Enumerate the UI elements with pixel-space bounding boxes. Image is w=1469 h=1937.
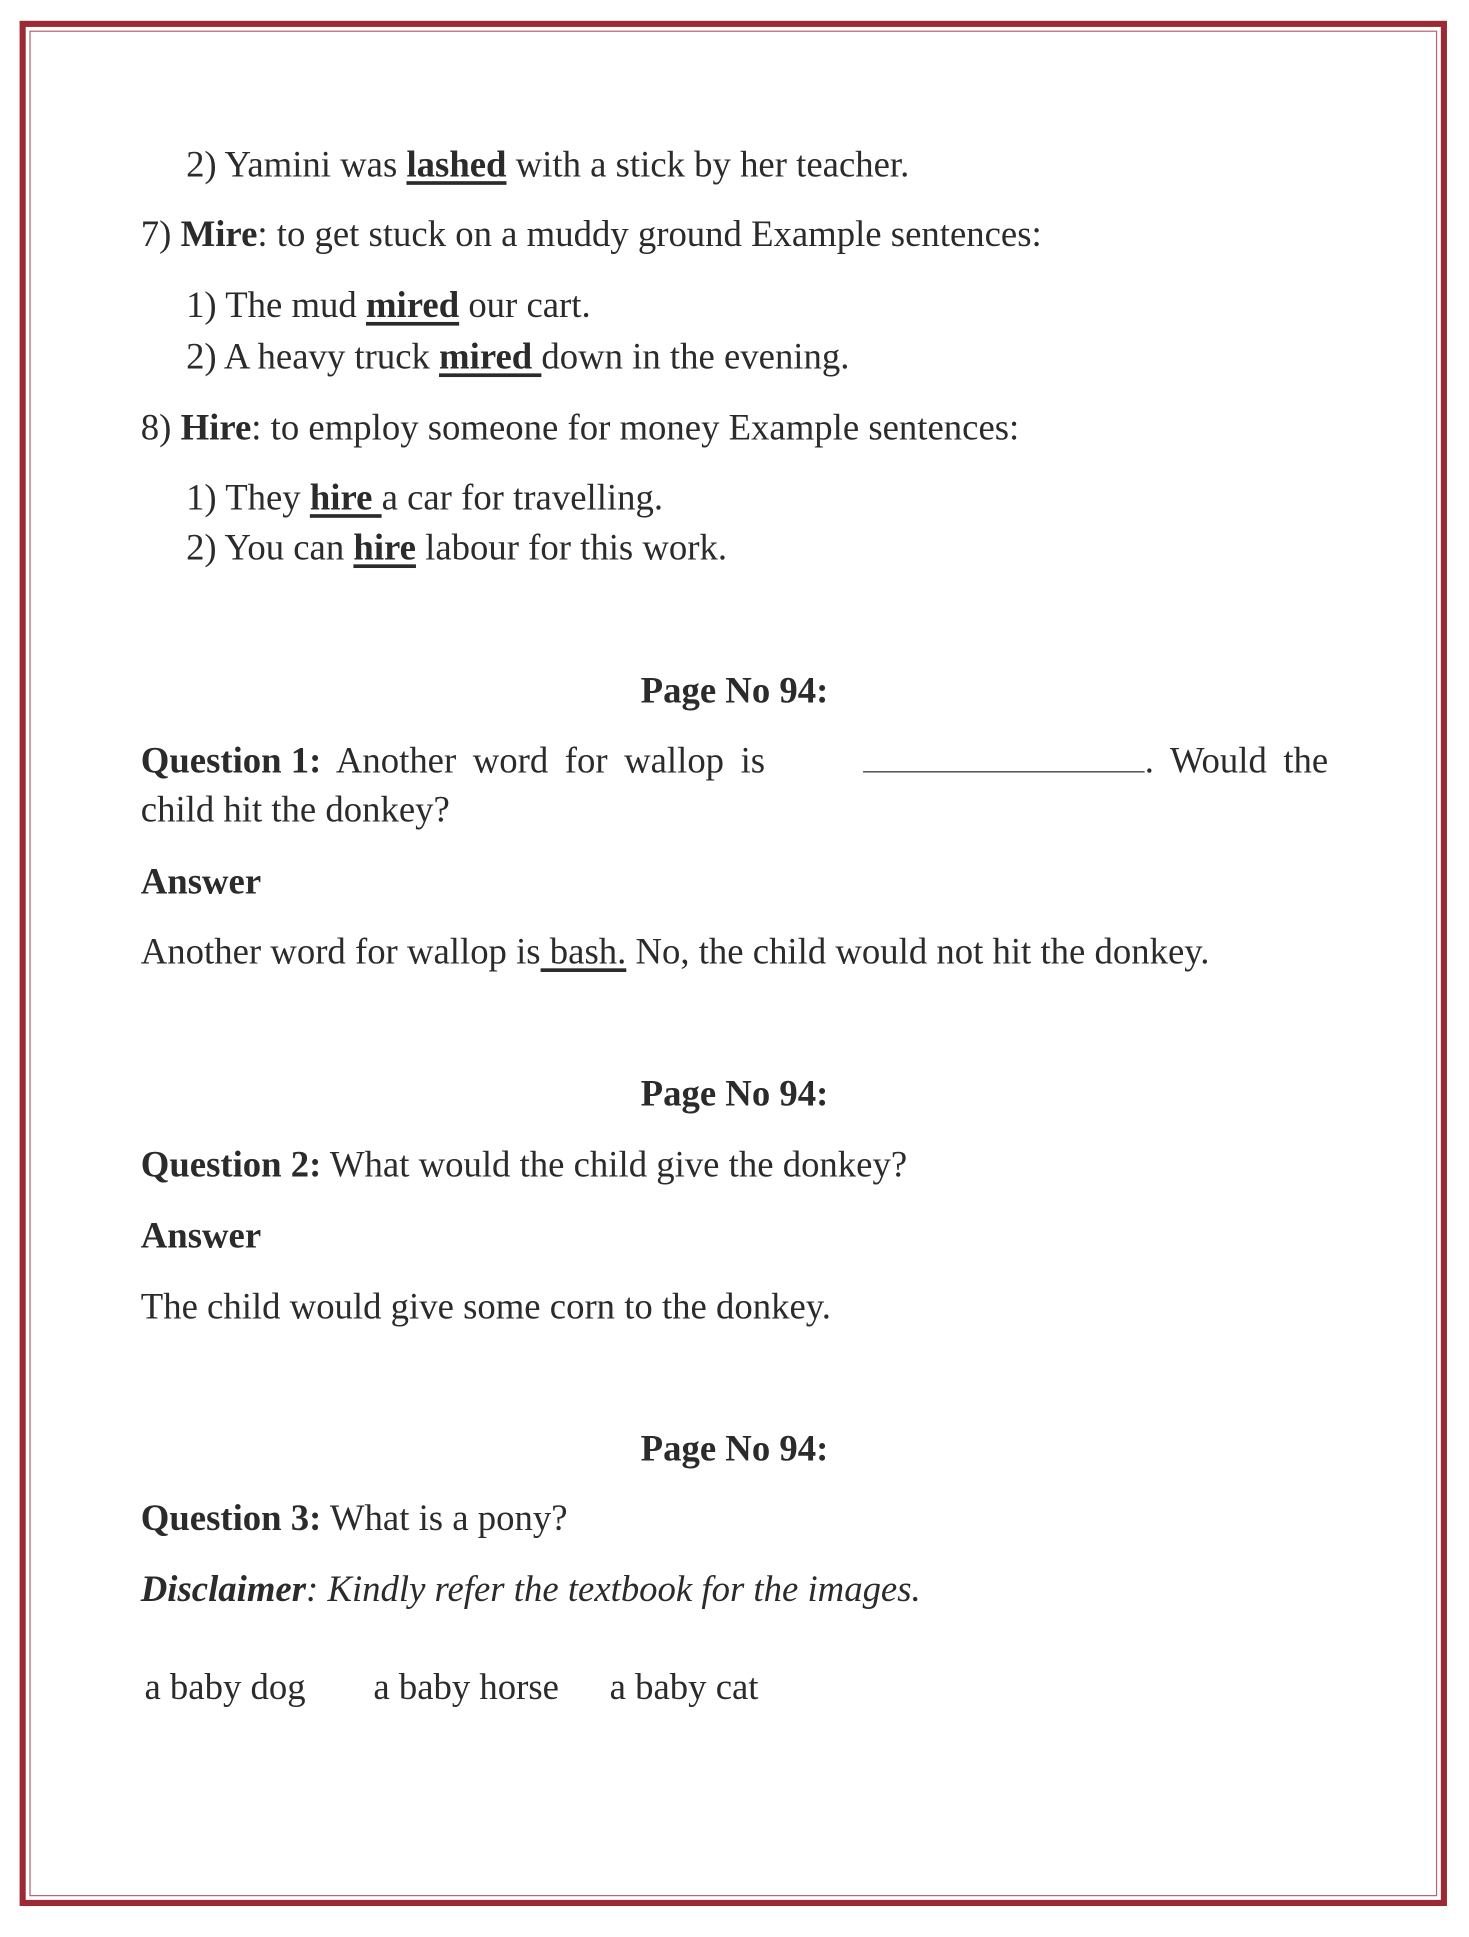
answer-label: Answer	[140, 1215, 262, 1256]
question-2: Question 2: What would the child give the donkey?	[140, 1144, 908, 1185]
option-3: a baby cat	[609, 1667, 759, 1708]
example-sentence: 1) They hire a car for travelling.	[186, 477, 664, 518]
answer-text: Another word for wallop is bash. No, the child would not hit the donkey.	[140, 931, 1210, 972]
fill-blank	[863, 742, 1145, 773]
question-1: Question 1: Another word for wallop is . Would the	[140, 740, 1329, 782]
example-sentence: 1) The mud mired our cart.	[186, 285, 591, 326]
page-number-heading: Page No 94:	[640, 1073, 829, 1114]
answer-label: Answer	[140, 861, 262, 903]
example-sentence: 2) A heavy truck mired down in the evening.	[186, 336, 850, 378]
example-sentence: 2) You can hire labour for this work.	[186, 527, 728, 569]
page-number-heading: Page No 94:	[640, 670, 829, 712]
option-2: a baby horse	[373, 1667, 559, 1708]
vocab-entry-hire: 8) Hire: to employ someone for money Example sentences:	[140, 407, 1020, 449]
question-3: Question 3: What is a pony?	[140, 1498, 568, 1539]
answer-text: The child would give some corn to the donkey.	[140, 1286, 831, 1328]
option-1: a baby dog	[144, 1667, 306, 1708]
vocab-entry-mire: 7) Mire: to get stuck on a muddy ground Example sentences:	[140, 214, 1042, 255]
disclaimer: Disclaimer: Kindly refer the textbook for the images.	[140, 1569, 921, 1610]
example-sentence: 2) Yamini was lashed with a stick by her teacher.	[186, 144, 910, 185]
question-1-cont: child hit the donkey?	[140, 789, 450, 830]
page-number-heading: Page No 94:	[640, 1428, 829, 1470]
